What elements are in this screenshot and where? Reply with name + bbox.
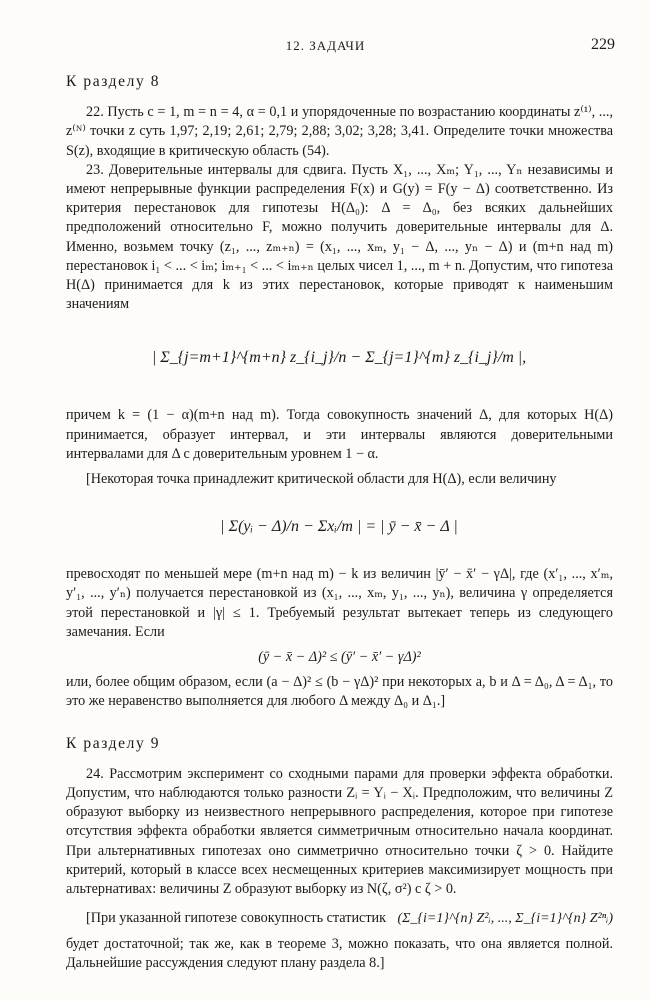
problem-23-hint-continued: превосходят по меньшей мере (m+n над m) − k из величин |ȳ′ − x̄′ − γΔ|, где (x′₁, ..., x′ₘ, y′₁, ..., y′ₙ) получается перестановкой из (x₁, ..., xₘ, y₁, ..., yₙ), величина γ определяется этой перестановкой и |γ| ≤ 1. Требуемый результат вытекает теперь из следующего замечания. Если — [66, 566, 613, 640]
running-header — [0, 36, 651, 56]
section-heading-9: К разделу 9 — [66, 734, 161, 752]
problem-23-continued: причем k = (1 − α)(m+n над m). Тогда совокупность значений Δ, для которых H(Δ) принимается, образует интервал, и эти интервалы являются доверительными интервалами для Δ с доверительным уровнем 1 − α. — [66, 407, 613, 462]
problem-23: 23. Доверительные интервалы для сдвига. Пусть X₁, ..., Xₘ; Y₁, ..., Yₙ независимы и имеют непрерывные функции распределения F(x) и G(y) = F(y − Δ) соответственно. Из критерия перестановок для гипотезы H(Δ₀): Δ = Δ₀, без всяких дальнейших предположений относительно F, можно получить доверительные интервалы для Δ. Именно, возьмем точку (z₁, ..., zₘ₊ₙ) = (x₁, ..., xₘ, y₁ − Δ, ..., yₙ − Δ) и (m+n над m) перестановок i₁ < ... < iₘ; iₘ₊₁ < ... < iₘ₊ₙ целых чисел 1, ..., m + n. Допустим, что гипотеза H(Δ) принимается для k из этих перестановок, которые приводят к наименьшим значениям — [66, 161, 613, 313]
equation-1-text: | Σ_{j=m+1}^{m+n} z_{i_j}/n − Σ_{j=1}^{m} z_{i_j}/m |, — [151, 349, 527, 367]
problem-24: 24. Рассмотрим эксперимент со сходными парами для проверки эффекта обработки. Допустим, что наблюдаются только разности Zᵢ = Yᵢ − Xᵢ. Предположим, что величины Z образуют выборку из неизвестного непрерывного распределения, которое при гипотезе отсутствия эффекта обработки является симметричным относительно начала координат. При альтернативных гипотезах оно симметрично относительно точки ζ > 0. Найдите критерий, который в классе всех несмещенных критериев максимизирует мощность при альтернативах: величины Z образуют выборку из N(ζ, σ²) с ζ > 0. — [66, 765, 613, 898]
problem-23-hint-end: или, более общим образом, если (a − Δ)² ≤ (b − γΔ)² при некоторых a, b и Δ = Δ₀, Δ = Δ₁, то это же неравенство выполняется для любого Δ между Δ₀ и Δ₁.] — [66, 674, 613, 710]
problem-24-hint-end: будет достаточной; так же, как в теореме 3, можно показать, что она является полной. Дальнейшие рассуждения следуют плану раздела 8.] — [66, 935, 613, 971]
problem-24-hint-row — [66, 909, 613, 928]
equation-mean-difference — [66, 497, 613, 557]
problem-22: 22. Пусть c = 1, m = n = 4, α = 0,1 и упорядоченные по возрастанию координаты z⁽¹⁾, ..., z⁽ᴺ⁾ точки z суть 1,97; 2,19; 2,61; 2,79; 2,88; 3,02; 3,28; 3,41. Определите точки множества S(z), входящие в критическую область (54). — [66, 104, 613, 159]
problem-23-hint: [Некоторая точка принадлежит критической области для H(Δ), если величину — [86, 471, 557, 488]
chapter-title: 12. ЗАДАЧИ — [285, 38, 366, 53]
equation-sum-difference — [66, 322, 613, 398]
equation-1-graphic — [66, 322, 613, 398]
equation-2-graphic — [66, 497, 613, 557]
equation-3-text: (ȳ − x̄ − Δ)² ≤ (ȳ′ − x̄′ − γΔ)² — [258, 649, 421, 666]
equation-inequality — [66, 648, 613, 667]
problem-24-hint: [При указанной гипотезе совокупность статистик — [86, 910, 387, 927]
equation-2-text: | Σ(yᵢ − Δ)/n − Σxᵢ/m | = | ȳ − x̄ − Δ | — [220, 518, 458, 536]
equation-4-text: (Σ_{i=1}^{n} Z²ᵢ, ..., Σ_{i=1}^{n} Z²ⁿᵢ) — [397, 911, 613, 927]
page-body — [66, 72, 613, 973]
section-heading-8: К разделу 8 — [66, 73, 161, 90]
page-number: 229 — [591, 36, 615, 53]
